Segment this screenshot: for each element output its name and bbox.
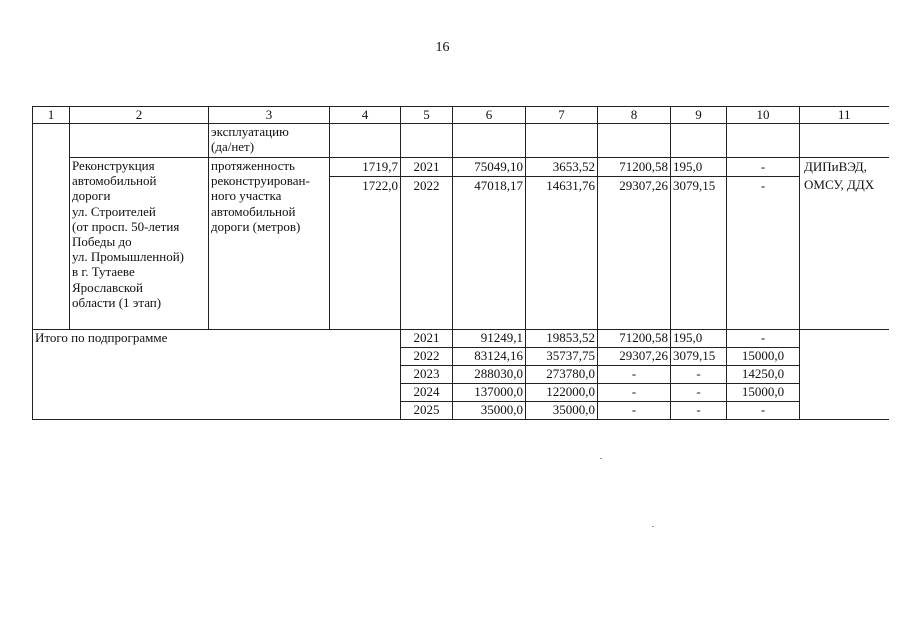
header-cell: 9 xyxy=(671,107,727,124)
total-value: 47018,17 xyxy=(453,176,525,195)
summary-total: 137000,0 xyxy=(453,384,526,402)
header-cell: 1 xyxy=(33,107,70,124)
summary-col9: - xyxy=(671,366,727,384)
header-cell: 8 xyxy=(598,107,671,124)
summary-year: 2021 xyxy=(401,330,453,348)
table-cell xyxy=(401,124,453,158)
summary-year: 2023 xyxy=(401,366,453,384)
project-name-line: области (1 этап) xyxy=(72,294,162,310)
header-cell: 2 xyxy=(70,107,209,124)
header-cell: 7 xyxy=(526,107,598,124)
summary-col10: - xyxy=(727,402,800,420)
col10-funding xyxy=(727,158,800,330)
indicator-line: реконструирован- xyxy=(211,173,310,189)
summary-col9: - xyxy=(671,384,727,402)
table-cell xyxy=(33,124,70,330)
indicator-line: автомобильной xyxy=(211,203,296,219)
summary-col8: 71200,58 xyxy=(598,330,671,348)
summary-col8: - xyxy=(598,366,671,384)
summary-col10: - xyxy=(727,330,800,348)
project-row xyxy=(33,158,889,330)
col7-value: 14631,76 xyxy=(526,176,597,195)
summary-year: 2025 xyxy=(401,402,453,420)
scan-speck xyxy=(652,526,654,527)
summary-col7: 35737,75 xyxy=(526,348,598,366)
col7-funding xyxy=(526,158,598,330)
summary-total: 91249,1 xyxy=(453,330,526,348)
summary-col9: 3079,15 xyxy=(671,348,727,366)
project-name-line: Ярославской xyxy=(72,279,143,295)
summary-year: 2024 xyxy=(401,384,453,402)
project-name-line: автомобильной xyxy=(72,173,157,189)
header-cell: 3 xyxy=(209,107,330,124)
indicator-line: дороги (метров) xyxy=(211,218,301,234)
table-cell xyxy=(453,124,526,158)
indicator-value: 1719,7 xyxy=(362,159,398,174)
indicator-continuation-line: эксплуатацию xyxy=(211,124,289,139)
project-name-line: дороги xyxy=(72,188,111,204)
summary-col7: 273780,0 xyxy=(526,366,598,384)
col8-value: 29307,26 xyxy=(598,176,670,195)
project-name-line: в г. Тутаеве xyxy=(72,264,135,280)
scan-speck xyxy=(600,458,602,459)
project-name-line: (от просп. 50-летия xyxy=(72,218,180,234)
summary-col7: 35000,0 xyxy=(526,402,598,420)
indicator-continuation xyxy=(209,124,330,158)
summary-col9: - xyxy=(671,402,727,420)
header-cell: 11 xyxy=(800,107,889,124)
indicator-description xyxy=(209,158,330,330)
total-value: 75049,10 xyxy=(474,159,523,174)
years xyxy=(401,158,453,330)
project-name-line: ул. Строителей xyxy=(72,203,156,219)
summary-total: 288030,0 xyxy=(453,366,526,384)
year: 2022 xyxy=(401,176,452,195)
program-table xyxy=(32,106,889,420)
total-funding xyxy=(453,158,526,330)
table-cell xyxy=(671,124,727,158)
col8-value: 71200,58 xyxy=(619,159,668,174)
summary-row xyxy=(33,330,889,348)
executor-line: ОМСУ, ДДХ xyxy=(804,177,875,192)
summary-total: 83124,16 xyxy=(453,348,526,366)
header-cell: 5 xyxy=(401,107,453,124)
summary-total: 35000,0 xyxy=(453,402,526,420)
header-cell: 4 xyxy=(330,107,401,124)
summary-col8: - xyxy=(598,384,671,402)
summary-col10: 15000,0 xyxy=(727,384,800,402)
table-cell xyxy=(800,124,889,158)
indicator-value: 1722,0 xyxy=(330,176,400,195)
table-cell xyxy=(727,124,800,158)
summary-col8: - xyxy=(598,402,671,420)
page-number: 16 xyxy=(435,40,450,55)
col10-value: - xyxy=(760,159,766,174)
summary-col7: 122000,0 xyxy=(526,384,598,402)
summary-year: 2022 xyxy=(401,348,453,366)
executor-line: ДИПиВЭД, xyxy=(804,159,867,174)
summary-col9: 195,0 xyxy=(671,330,727,348)
indicator-line: ного участка xyxy=(211,188,282,204)
table-cell xyxy=(330,124,401,158)
table-cell xyxy=(526,124,598,158)
col8-funding xyxy=(598,158,671,330)
col10-value: - xyxy=(727,176,799,195)
col7-value: 3653,52 xyxy=(552,159,595,174)
summary-label: Итого по подпрограмме xyxy=(33,330,401,420)
col9-value: 195,0 xyxy=(673,159,703,174)
year: 2021 xyxy=(413,159,440,174)
project-name-line: Победы до xyxy=(72,234,132,250)
column-number-row xyxy=(33,107,889,124)
indicator-continuation-line: (да/нет) xyxy=(211,139,255,155)
summary-col7: 19853,52 xyxy=(526,330,598,348)
table-cell xyxy=(598,124,671,158)
table-cell xyxy=(70,124,209,158)
summary-col8: 29307,26 xyxy=(598,348,671,366)
executor xyxy=(800,158,889,330)
table-cell xyxy=(800,330,889,420)
summary-col10: 14250,0 xyxy=(727,366,800,384)
continuation-row xyxy=(33,124,889,158)
header-cell: 10 xyxy=(727,107,800,124)
col9-value: 3079,15 xyxy=(671,176,726,195)
project-name-line: Реконструкция xyxy=(72,158,155,173)
project-name-line: ул. Промышленной) xyxy=(72,249,184,265)
header-cell: 6 xyxy=(453,107,526,124)
col9-funding xyxy=(671,158,727,330)
summary-col10: 15000,0 xyxy=(727,348,800,366)
indicator-line: протяженность xyxy=(211,158,295,173)
indicator-values xyxy=(330,158,401,330)
project-name xyxy=(70,158,209,330)
